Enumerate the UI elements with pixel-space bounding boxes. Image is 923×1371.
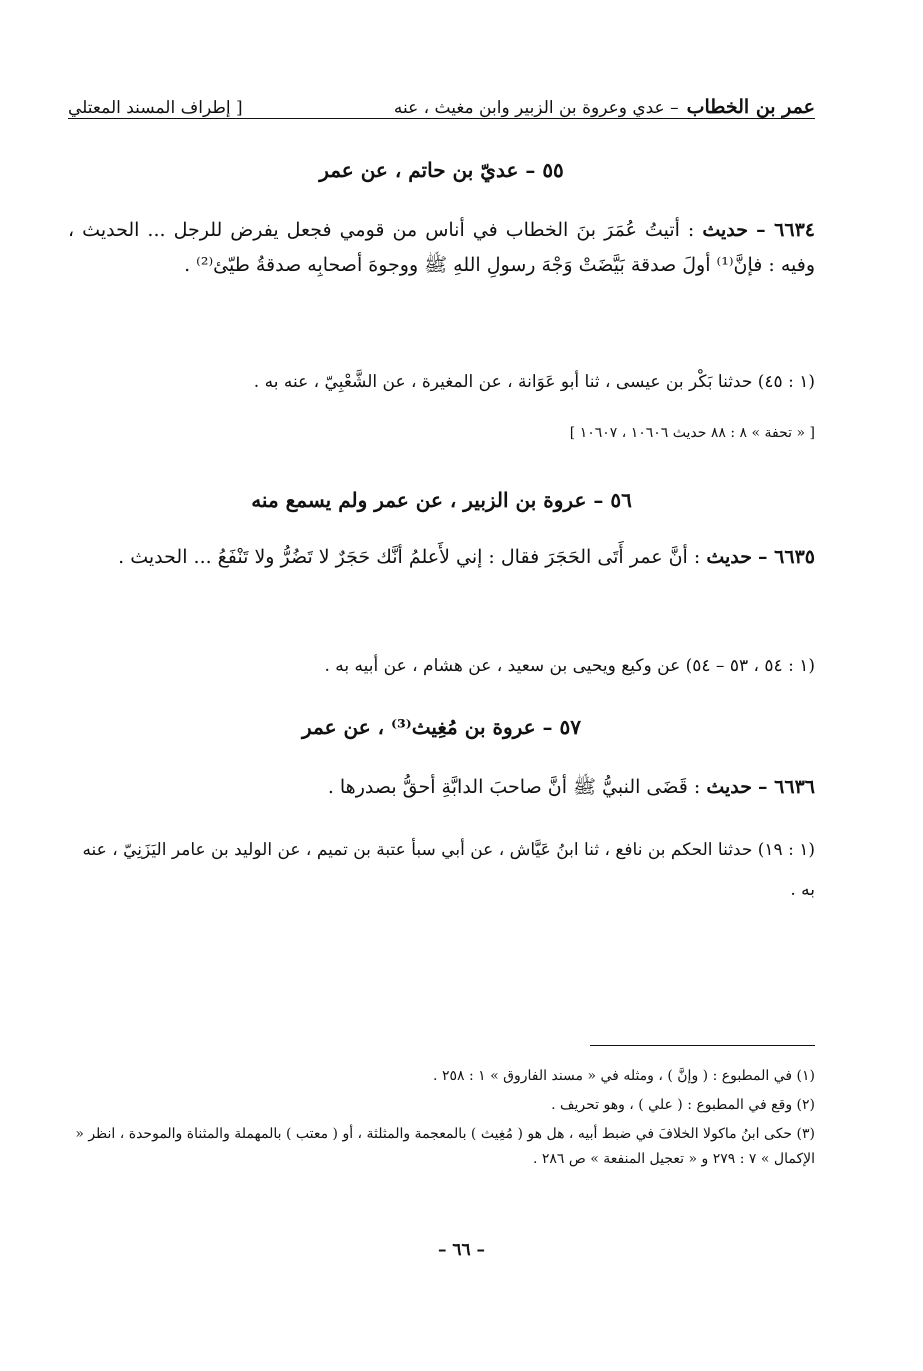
hadith-number: ٦٦٣٥ – [758, 546, 815, 568]
hadith-6636 [68, 770, 815, 805]
hadith-6634 [68, 213, 815, 283]
header-subtitle: – عدي وعروة بن الزبير وابن مغيث ، عنه [393, 98, 679, 118]
isnad-chain-3: (١ : ١٩) حدثنا الحكم بن نافع ، ثنا ابنُ عَيَّاش ، عن أبي سبأ عتبة بن تميم ، عن الوليد بن عامر اليَزَنِيّ ، عنه به . [82, 840, 815, 900]
header-book-title: [ إطراف المسند المعتلي [68, 98, 243, 118]
header-divider [68, 118, 815, 119]
hadith-number: ٦٦٣٤ – [756, 219, 815, 241]
isnad-chain-1: (١ : ٤٥) حدثنا بَكْر بن عيسى ، ثنا أبو عَوَانة ، عن المغيرة ، عن الشَّعْبِيّ ، عنه به . [253, 372, 815, 392]
footnotes [68, 1064, 815, 1176]
hadith-number: ٦٦٣٦ – [758, 776, 815, 798]
hadith-keyword: حديث [706, 546, 752, 568]
tuhfa-reference: [ « تحفة » ٨ : ٨٨ حديث ١٠٦٠٦ ، ١٠٦٠٧ ] [569, 425, 815, 441]
footnote-3: (٣) حكى ابنُ ماكولا الخلافَ في ضبط أبيه ، هل هو ( مُغِيث ) بالمعجمة والمثلثة ، أو ( معتب ) بالمهملة والمثناة والموحدة ، انظر « الإكمال » ٧ : ٢٧٩ و « تعجيل المنفعة » ص ٢٨٦ . [75, 1126, 815, 1167]
hadith-text: : أنَّ عمر أَتَى الحَجَرَ فقال : إني لأَعلمُ أنَّك حَجَرٌ لا تَضُرُّ ولا تَنْفَعُ ... الحديث . [118, 546, 701, 568]
footnote-divider [590, 1045, 815, 1046]
hadith-6635 [68, 540, 815, 575]
hadith-text: : قَضَى النبيُّ ﷺ أنَّ صاحبَ الدابَّةِ أحقُّ بصدرها . [327, 776, 701, 798]
page-number: – ٦٦ – [437, 1240, 486, 1260]
footnote-2: (٢) وقع في المطبوع : ( علي ) ، وهو تحريف . [551, 1097, 815, 1113]
section-title-55: ٥٥ – عديّ بن حاتم ، عن عمر [319, 158, 564, 182]
hadith-keyword: حديث [706, 776, 752, 798]
section-title-56: ٥٦ – عروة بن الزبير ، عن عمر ولم يسمع منه [251, 488, 632, 512]
section-title-57: ٥٧ – عروة بن مُغِيث⁽³⁾ ، عن عمر [302, 715, 581, 739]
hadith-text: : أتيتُ عُمَرَ بنَ الخطاب في أناس من قومي فجعل يفرض للرجل ... الحديث ، وفيه : فإنَّ⁽¹⁾ أولَ صدقة بَيَّضَتْ وَجْهَ رسولِ اللهِ ﷺ ووجوهَ أصحابِه صدقةُ طيّئ⁽²⁾ . [68, 219, 815, 276]
header-author: عمر بن الخطاب [686, 96, 815, 118]
running-header [68, 84, 815, 118]
hadith-keyword: حديث [702, 219, 749, 241]
header-title-group [394, 96, 815, 118]
footnote-1: (١) في المطبوع : ( وإنَّ ) ، ومثله في « مسند الفاروق » ١ : ٢٥٨ . [433, 1068, 815, 1084]
isnad-chain-2: (١ : ٥٤ ، ٥٣ – ٥٤) عن وكيع ويحيى بن سعيد ، عن هشام ، عن أبيه به . [324, 656, 815, 676]
